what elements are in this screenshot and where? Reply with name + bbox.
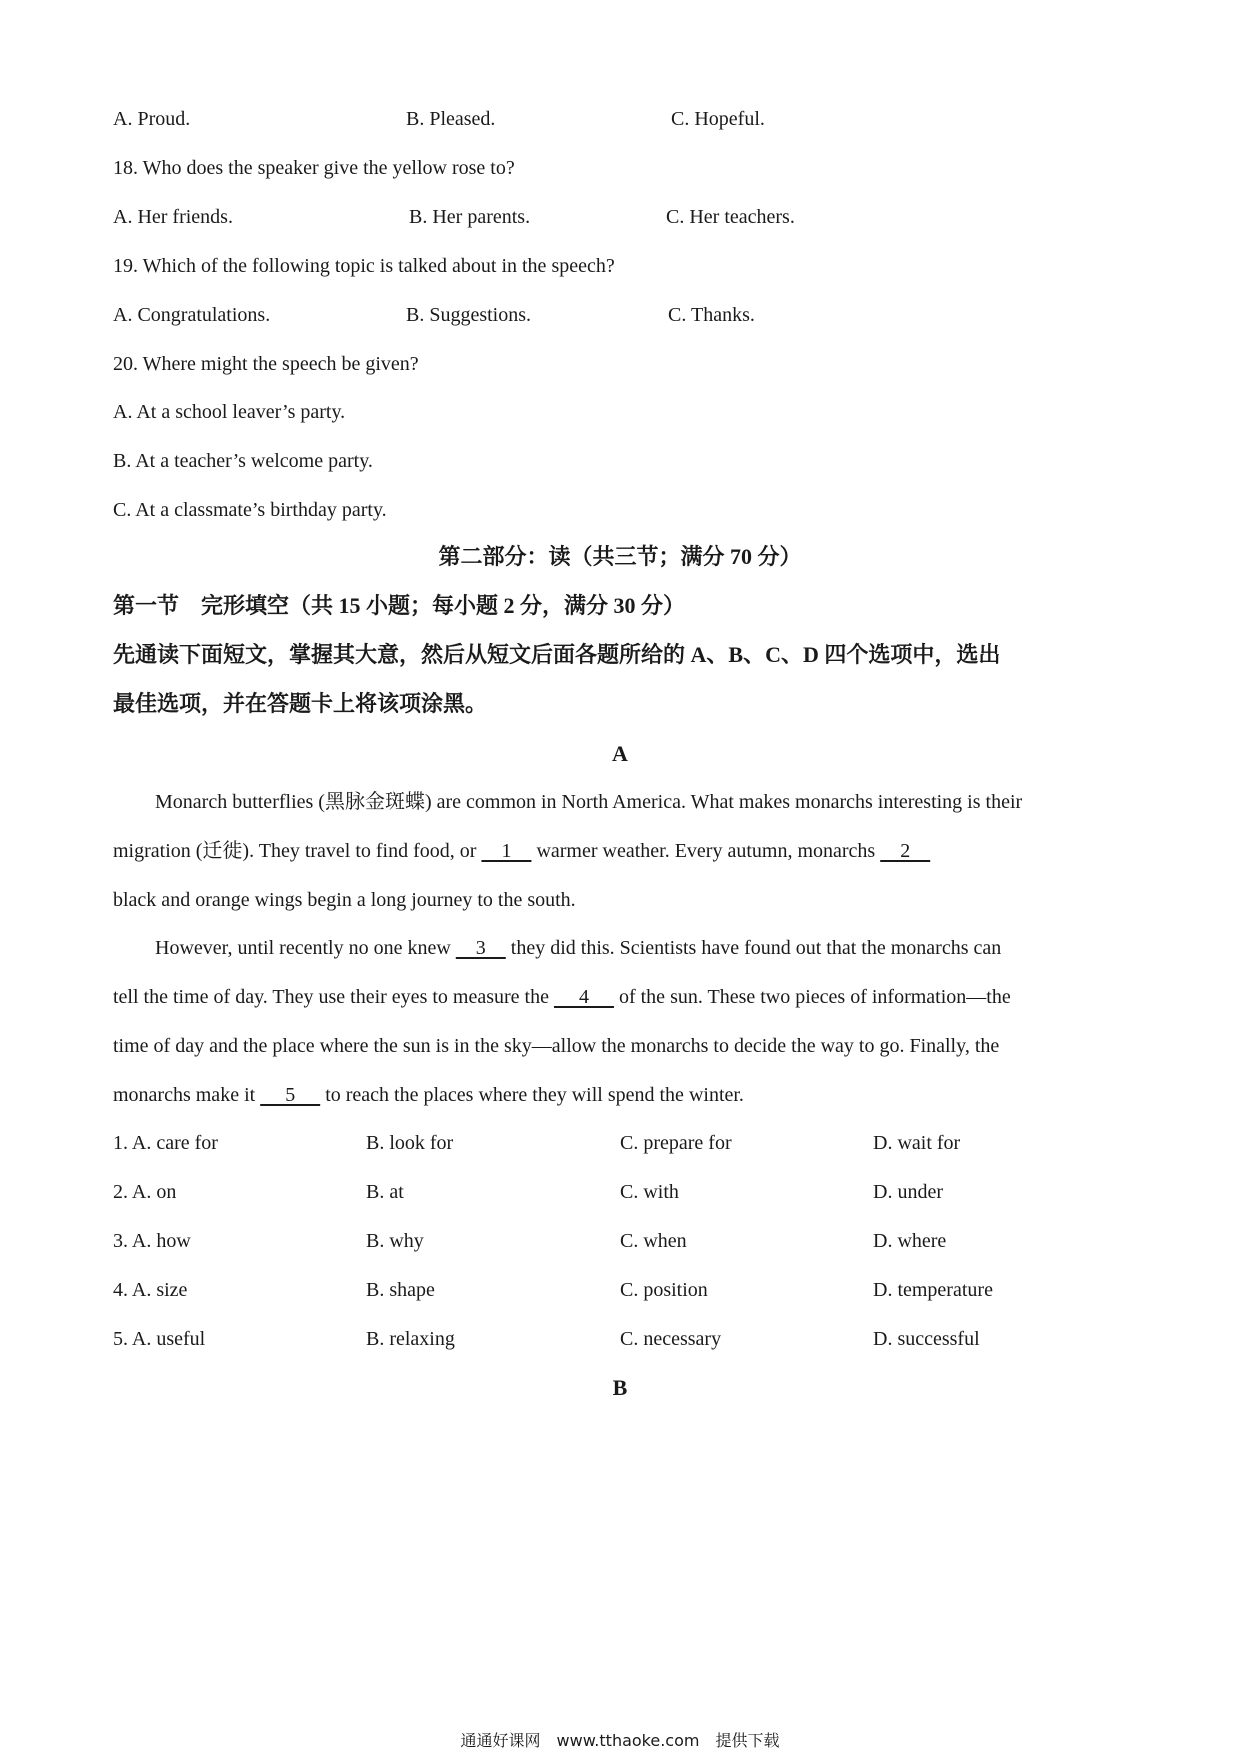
blank-1: 1: [481, 840, 532, 862]
q2-option-c: C. with: [620, 1181, 679, 1203]
section1-title: 第一节 完形填空（共 15 小题；每小题 2 分，满分 30 分）: [113, 593, 686, 618]
q5-option-d: D. successful: [873, 1328, 980, 1350]
passage-line: [113, 1083, 1133, 1107]
q5-option-a: 5. A. useful: [113, 1328, 206, 1350]
q2-option-a: 2. A. on: [113, 1181, 177, 1203]
passage-text: tell the time of day. They use their eyes to measure the: [113, 986, 554, 1008]
q3-option-b: B. why: [366, 1230, 424, 1252]
q18-option-c: C. Her teachers.: [666, 206, 795, 228]
q18-option-a: A. Her friends.: [113, 206, 233, 228]
part2-title: 第二部分：读（共三节；满分 70 分）: [438, 544, 802, 569]
q17-option-c: C. Hopeful.: [671, 108, 765, 130]
passage-text: they did this. Scientists have found out that the monarchs can: [505, 937, 1002, 959]
q2-option-d: D. under: [873, 1181, 943, 1203]
passage-text: of the sun. These two pieces of information—the: [613, 986, 1011, 1008]
q20-option-b: B. At a teacher’s welcome party.: [113, 450, 373, 472]
passage-text: migration (迁徙). They travel to find food, or: [113, 840, 482, 862]
q1-option-d: D. wait for: [873, 1132, 961, 1154]
q19-option-a: A. Congratulations.: [113, 304, 271, 326]
q2-option-b: B. at: [366, 1181, 404, 1203]
q19-option-b: B. Suggestions.: [406, 304, 532, 326]
q3-option-d: D. where: [873, 1230, 947, 1252]
q20-option-c: C. At a classmate’s birthday party.: [113, 499, 387, 521]
q19-option-c: C. Thanks.: [668, 304, 755, 326]
q20-option-a: A. At a school leaver’s party.: [113, 401, 346, 423]
q1-option-b: B. look for: [366, 1132, 454, 1154]
q4-option-a: 4. A. size: [113, 1279, 188, 1301]
instructions-line1: 先通读下面短文，掌握其大意，然后从短文后面各题所给的 A、B、C、D 四个选项中，选出: [113, 642, 1001, 667]
q19-stem: 19. Which of the following topic is talked about in the speech?: [113, 255, 615, 277]
q4-option-b: B. shape: [366, 1279, 435, 1301]
passage-line: [113, 985, 1133, 1009]
footer-watermark: 通通好课网 www.tthaoke.com 提供下载: [460, 1731, 780, 1750]
passage-text: However, until recently no one knew: [155, 937, 456, 959]
q18-stem: 18. Who does the speaker give the yellow rose to?: [113, 157, 515, 179]
q18-option-b: B. Her parents.: [409, 206, 531, 228]
q3-option-c: C. when: [620, 1230, 687, 1252]
q1-option-c: C. prepare for: [620, 1132, 732, 1154]
instructions-line2: 最佳选项，并在答题卡上将该项涂黑。: [113, 691, 488, 716]
passage-line: Monarch butterflies (黑脉金斑蝶) are common in North America. What makes monarchs interesting is their: [155, 791, 1023, 813]
q5-option-b: B. relaxing: [366, 1328, 455, 1350]
blank-3: 3: [455, 937, 506, 959]
q4-option-d: D. temperature: [873, 1279, 993, 1301]
q17-option-b: B. Pleased.: [406, 108, 496, 130]
q17-option-a: A. Proud.: [113, 108, 191, 130]
q20-stem: 20. Where might the speech be given?: [113, 353, 419, 375]
blank-4: 4: [553, 986, 614, 1008]
passage-line: black and orange wings begin a long journey to the south.: [113, 889, 576, 911]
passage-line: [113, 839, 1133, 863]
passage-a-label: A: [612, 741, 628, 766]
q1-option-a: 1. A. care for: [113, 1132, 218, 1154]
passage-text: to reach the places where they will spend the winter.: [320, 1084, 744, 1106]
q3-option-a: 3. A. how: [113, 1230, 191, 1252]
blank-2: 2: [880, 840, 931, 862]
blank-5: 5: [260, 1084, 321, 1106]
q4-option-c: C. position: [620, 1279, 708, 1301]
passage-b-label: B: [612, 1375, 628, 1400]
passage-text: monarchs make it: [113, 1084, 261, 1106]
passage-text: warmer weather. Every autumn, monarchs: [531, 840, 881, 862]
passage-line: [113, 936, 1175, 960]
passage-line: time of day and the place where the sun is in the sky—allow the monarchs to decide the way to go. Finally, the: [113, 1035, 1000, 1057]
q5-option-c: C. necessary: [620, 1328, 722, 1350]
